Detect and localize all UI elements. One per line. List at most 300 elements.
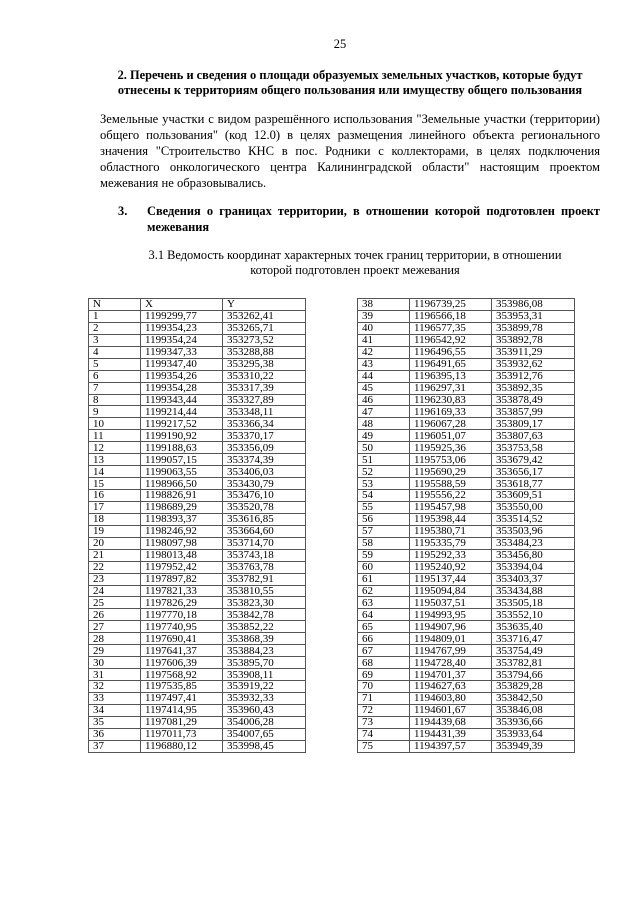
point-number: 40 xyxy=(358,322,410,334)
point-number: 52 xyxy=(358,466,410,478)
y-coordinate: 353878,49 xyxy=(492,394,575,406)
point-number: 27 xyxy=(89,621,141,633)
point-number: 70 xyxy=(358,681,410,693)
x-coordinate: 1197770,18 xyxy=(141,609,223,621)
table-row xyxy=(358,299,575,311)
point-number: 49 xyxy=(358,430,410,442)
y-coordinate: 353514,52 xyxy=(492,513,575,525)
point-number: 38 xyxy=(358,299,410,311)
table-row xyxy=(89,704,306,716)
x-coordinate: 1198966,50 xyxy=(141,478,223,490)
x-coordinate: 1195398,44 xyxy=(410,513,492,525)
y-coordinate: 353714,70 xyxy=(223,537,306,549)
point-number: 44 xyxy=(358,370,410,382)
x-coordinate: 1196739,25 xyxy=(410,299,492,311)
table-row xyxy=(358,549,575,561)
table-row xyxy=(358,585,575,597)
table-row xyxy=(358,454,575,466)
y-coordinate: 353754,49 xyxy=(492,645,575,657)
point-number: 14 xyxy=(89,466,141,478)
column-header: N xyxy=(89,299,141,311)
point-number: 28 xyxy=(89,633,141,645)
table-row xyxy=(89,609,306,621)
point-number: 71 xyxy=(358,692,410,704)
x-coordinate: 1199214,44 xyxy=(141,406,223,418)
x-coordinate: 1199354,26 xyxy=(141,370,223,382)
y-coordinate: 353635,40 xyxy=(492,621,575,633)
x-coordinate: 1195037,51 xyxy=(410,597,492,609)
y-coordinate: 353616,85 xyxy=(223,513,306,525)
table-row xyxy=(358,310,575,322)
y-coordinate: 353503,96 xyxy=(492,525,575,537)
point-number: 64 xyxy=(358,609,410,621)
point-number: 22 xyxy=(89,561,141,573)
y-coordinate: 353505,18 xyxy=(492,597,575,609)
point-number: 73 xyxy=(358,716,410,728)
y-coordinate: 353679,42 xyxy=(492,454,575,466)
point-number: 54 xyxy=(358,490,410,502)
x-coordinate: 1199343,44 xyxy=(141,394,223,406)
table-row xyxy=(358,394,575,406)
y-coordinate: 353986,08 xyxy=(492,299,575,311)
table-row xyxy=(89,621,306,633)
table-row xyxy=(89,418,306,430)
y-coordinate: 353998,45 xyxy=(223,740,306,752)
point-number: 4 xyxy=(89,346,141,358)
y-coordinate: 353288,88 xyxy=(223,346,306,358)
y-coordinate: 353936,66 xyxy=(492,716,575,728)
point-number: 36 xyxy=(89,728,141,740)
x-coordinate: 1197568,92 xyxy=(141,669,223,681)
point-number: 23 xyxy=(89,573,141,585)
table-row xyxy=(358,490,575,502)
y-coordinate: 353430,79 xyxy=(223,478,306,490)
table-row xyxy=(358,669,575,681)
point-number: 42 xyxy=(358,346,410,358)
x-coordinate: 1196395,13 xyxy=(410,370,492,382)
point-number: 60 xyxy=(358,561,410,573)
y-coordinate: 353273,52 xyxy=(223,334,306,346)
point-number: 1 xyxy=(89,310,141,322)
y-coordinate: 353782,91 xyxy=(223,573,306,585)
x-coordinate: 1199347,33 xyxy=(141,346,223,358)
table-row xyxy=(89,585,306,597)
x-coordinate: 1197952,42 xyxy=(141,561,223,573)
x-coordinate: 1198246,92 xyxy=(141,525,223,537)
x-coordinate: 1197535,85 xyxy=(141,681,223,693)
y-coordinate: 353476,10 xyxy=(223,490,306,502)
x-coordinate: 1197740,95 xyxy=(141,621,223,633)
x-coordinate: 1198689,29 xyxy=(141,501,223,513)
y-coordinate: 353953,31 xyxy=(492,310,575,322)
table-row xyxy=(89,346,306,358)
table-row xyxy=(89,681,306,693)
y-coordinate: 353403,37 xyxy=(492,573,575,585)
x-coordinate: 1197690,41 xyxy=(141,633,223,645)
x-coordinate: 1198097,98 xyxy=(141,537,223,549)
x-coordinate: 1196491,65 xyxy=(410,358,492,370)
y-coordinate: 353899,78 xyxy=(492,322,575,334)
y-coordinate: 353348,11 xyxy=(223,406,306,418)
y-coordinate: 353892,35 xyxy=(492,382,575,394)
x-coordinate: 1197897,82 xyxy=(141,573,223,585)
x-coordinate: 1199347,40 xyxy=(141,358,223,370)
y-coordinate: 353829,28 xyxy=(492,681,575,693)
x-coordinate: 1197081,29 xyxy=(141,716,223,728)
y-coordinate: 353366,34 xyxy=(223,418,306,430)
y-coordinate: 353782,81 xyxy=(492,657,575,669)
y-coordinate: 353809,17 xyxy=(492,418,575,430)
y-coordinate: 353664,60 xyxy=(223,525,306,537)
table-row xyxy=(358,478,575,490)
point-number: 5 xyxy=(89,358,141,370)
x-coordinate: 1196577,35 xyxy=(410,322,492,334)
y-coordinate: 353327,89 xyxy=(223,394,306,406)
point-number: 46 xyxy=(358,394,410,406)
x-coordinate: 1196067,28 xyxy=(410,418,492,430)
table-row xyxy=(89,370,306,382)
x-coordinate: 1196880,12 xyxy=(141,740,223,752)
x-coordinate: 1197821,33 xyxy=(141,585,223,597)
table-row xyxy=(89,537,306,549)
point-number: 17 xyxy=(89,501,141,513)
table-row xyxy=(358,728,575,740)
y-coordinate: 353317,39 xyxy=(223,382,306,394)
x-coordinate: 1196566,18 xyxy=(410,310,492,322)
y-coordinate: 353908,11 xyxy=(223,669,306,681)
y-coordinate: 353374,39 xyxy=(223,454,306,466)
y-coordinate: 353753,58 xyxy=(492,442,575,454)
table-row xyxy=(358,561,575,573)
x-coordinate: 1199063,55 xyxy=(141,466,223,478)
y-coordinate: 353810,55 xyxy=(223,585,306,597)
x-coordinate: 1195094,84 xyxy=(410,585,492,597)
table-row xyxy=(89,513,306,525)
x-coordinate: 1195690,29 xyxy=(410,466,492,478)
table-row xyxy=(89,358,306,370)
x-coordinate: 1199299,77 xyxy=(141,310,223,322)
point-number: 8 xyxy=(89,394,141,406)
x-coordinate: 1194767,99 xyxy=(410,645,492,657)
point-number: 61 xyxy=(358,573,410,585)
x-coordinate: 1195753,06 xyxy=(410,454,492,466)
table-row xyxy=(89,728,306,740)
table-row xyxy=(89,525,306,537)
table-header-row xyxy=(89,299,306,311)
y-coordinate: 353265,71 xyxy=(223,322,306,334)
point-number: 10 xyxy=(89,418,141,430)
table-row xyxy=(89,466,306,478)
x-coordinate: 1196542,92 xyxy=(410,334,492,346)
y-coordinate: 353794,66 xyxy=(492,669,575,681)
y-coordinate: 353656,17 xyxy=(492,466,575,478)
y-coordinate: 353911,29 xyxy=(492,346,575,358)
point-number: 12 xyxy=(89,442,141,454)
point-number: 72 xyxy=(358,704,410,716)
point-number: 29 xyxy=(89,645,141,657)
section-3-heading xyxy=(118,203,600,235)
point-number: 3 xyxy=(89,334,141,346)
y-coordinate: 354007,65 xyxy=(223,728,306,740)
x-coordinate: 1199354,23 xyxy=(141,322,223,334)
table-row xyxy=(358,525,575,537)
y-coordinate: 353484,23 xyxy=(492,537,575,549)
y-coordinate: 353716,47 xyxy=(492,633,575,645)
x-coordinate: 1194397,57 xyxy=(410,740,492,752)
table-row xyxy=(89,740,306,752)
table-row xyxy=(358,537,575,549)
y-coordinate: 353262,41 xyxy=(223,310,306,322)
table-row xyxy=(89,561,306,573)
table-row xyxy=(358,346,575,358)
x-coordinate: 1194993,95 xyxy=(410,609,492,621)
y-coordinate: 353370,17 xyxy=(223,430,306,442)
table-row xyxy=(89,573,306,585)
page-number: 25 xyxy=(333,37,347,51)
section-3-number: 3. xyxy=(118,204,128,218)
table-row xyxy=(358,418,575,430)
x-coordinate: 1199190,92 xyxy=(141,430,223,442)
point-number: 66 xyxy=(358,633,410,645)
section-2-heading: 2. Перечень и сведения о площади образуемых земельных участков, которые будут отнесены к территориям общего пользования или имуществу общего пользования xyxy=(117,68,583,97)
y-coordinate: 353857,99 xyxy=(492,406,575,418)
table-row xyxy=(358,657,575,669)
y-coordinate: 353868,39 xyxy=(223,633,306,645)
point-number: 65 xyxy=(358,621,410,633)
section-3-title: Сведения о границах территории, в отношении которой подготовлен проект межевания xyxy=(147,204,600,234)
point-number: 39 xyxy=(358,310,410,322)
point-number: 53 xyxy=(358,478,410,490)
x-coordinate: 1196169,33 xyxy=(410,406,492,418)
table-row xyxy=(89,478,306,490)
y-coordinate: 353456,80 xyxy=(492,549,575,561)
x-coordinate: 1199354,24 xyxy=(141,334,223,346)
table-row xyxy=(358,740,575,752)
table-row xyxy=(89,716,306,728)
x-coordinate: 1195925,36 xyxy=(410,442,492,454)
table-row xyxy=(358,334,575,346)
x-coordinate: 1195457,98 xyxy=(410,501,492,513)
point-number: 68 xyxy=(358,657,410,669)
table-row xyxy=(89,382,306,394)
point-number: 57 xyxy=(358,525,410,537)
y-coordinate: 353846,08 xyxy=(492,704,575,716)
table-row xyxy=(89,490,306,502)
point-number: 59 xyxy=(358,549,410,561)
point-number: 30 xyxy=(89,657,141,669)
point-number: 7 xyxy=(89,382,141,394)
point-number: 9 xyxy=(89,406,141,418)
point-number: 41 xyxy=(358,334,410,346)
point-number: 62 xyxy=(358,585,410,597)
point-number: 69 xyxy=(358,669,410,681)
y-coordinate: 353912,76 xyxy=(492,370,575,382)
table-row xyxy=(89,597,306,609)
point-number: 2 xyxy=(89,322,141,334)
y-coordinate: 353852,22 xyxy=(223,621,306,633)
y-coordinate: 353310,22 xyxy=(223,370,306,382)
point-number: 24 xyxy=(89,585,141,597)
x-coordinate: 1197606,39 xyxy=(141,657,223,669)
point-number: 74 xyxy=(358,728,410,740)
x-coordinate: 1195137,44 xyxy=(410,573,492,585)
y-coordinate: 353763,78 xyxy=(223,561,306,573)
point-number: 25 xyxy=(89,597,141,609)
x-coordinate: 1196230,83 xyxy=(410,394,492,406)
table-row xyxy=(358,513,575,525)
y-coordinate: 353933,64 xyxy=(492,728,575,740)
y-coordinate: 353618,77 xyxy=(492,478,575,490)
table-row xyxy=(89,657,306,669)
x-coordinate: 1197826,29 xyxy=(141,597,223,609)
x-coordinate: 1197011,73 xyxy=(141,728,223,740)
table-row xyxy=(89,430,306,442)
y-coordinate: 353743,18 xyxy=(223,549,306,561)
table-row xyxy=(358,358,575,370)
point-number: 32 xyxy=(89,681,141,693)
point-number: 16 xyxy=(89,490,141,502)
y-coordinate: 353356,09 xyxy=(223,442,306,454)
x-coordinate: 1196496,55 xyxy=(410,346,492,358)
point-number: 19 xyxy=(89,525,141,537)
table-row xyxy=(358,573,575,585)
x-coordinate: 1194601,67 xyxy=(410,704,492,716)
y-coordinate: 353406,03 xyxy=(223,466,306,478)
table-row xyxy=(89,394,306,406)
table-row xyxy=(358,430,575,442)
point-number: 11 xyxy=(89,430,141,442)
x-coordinate: 1196051,07 xyxy=(410,430,492,442)
x-coordinate: 1199057,15 xyxy=(141,454,223,466)
x-coordinate: 1195380,71 xyxy=(410,525,492,537)
x-coordinate: 1198393,37 xyxy=(141,513,223,525)
point-number: 55 xyxy=(358,501,410,513)
table-row xyxy=(89,633,306,645)
coordinates-table-right xyxy=(357,298,575,753)
point-number: 31 xyxy=(89,669,141,681)
point-number: 18 xyxy=(89,513,141,525)
y-coordinate: 353932,33 xyxy=(223,692,306,704)
x-coordinate: 1197497,41 xyxy=(141,692,223,704)
y-coordinate: 353394,04 xyxy=(492,561,575,573)
point-number: 75 xyxy=(358,740,410,752)
point-number: 63 xyxy=(358,597,410,609)
point-number: 48 xyxy=(358,418,410,430)
y-coordinate: 353434,88 xyxy=(492,585,575,597)
x-coordinate: 1194431,39 xyxy=(410,728,492,740)
point-number: 37 xyxy=(89,740,141,752)
table-row xyxy=(89,692,306,704)
point-number: 20 xyxy=(89,537,141,549)
table-row xyxy=(358,716,575,728)
table-row xyxy=(358,609,575,621)
x-coordinate: 1194627,63 xyxy=(410,681,492,693)
table-row xyxy=(89,322,306,334)
point-number: 43 xyxy=(358,358,410,370)
y-coordinate: 353520,78 xyxy=(223,501,306,513)
x-coordinate: 1194603,80 xyxy=(410,692,492,704)
y-coordinate: 353823,30 xyxy=(223,597,306,609)
point-number: 45 xyxy=(358,382,410,394)
table-row xyxy=(358,406,575,418)
table-row xyxy=(89,406,306,418)
table-row xyxy=(358,501,575,513)
table-row xyxy=(358,621,575,633)
y-coordinate: 353842,50 xyxy=(492,692,575,704)
table-row xyxy=(358,322,575,334)
column-header: X xyxy=(141,299,223,311)
point-number: 34 xyxy=(89,704,141,716)
point-number: 56 xyxy=(358,513,410,525)
table-row xyxy=(358,645,575,657)
y-coordinate: 353919,22 xyxy=(223,681,306,693)
y-coordinate: 353960,43 xyxy=(223,704,306,716)
x-coordinate: 1195556,22 xyxy=(410,490,492,502)
y-coordinate: 353295,38 xyxy=(223,358,306,370)
x-coordinate: 1198013,48 xyxy=(141,549,223,561)
y-coordinate: 354006,28 xyxy=(223,716,306,728)
y-coordinate: 353949,39 xyxy=(492,740,575,752)
x-coordinate: 1199188,63 xyxy=(141,442,223,454)
table-row xyxy=(358,466,575,478)
section-2-paragraph: Земельные участки с видом разрешённого использования "Земельные участки (территории) общего пользования" (код 12.0) в целях размещения линейного объекта регионального значения "Строительство КНС в пос. Родники с коллекторами, в целях подключения областного онкологического центра Калининградской области" настоящим проектом межевания не образовывались. xyxy=(100,112,600,190)
x-coordinate: 1198826,91 xyxy=(141,490,223,502)
point-number: 35 xyxy=(89,716,141,728)
point-number: 67 xyxy=(358,645,410,657)
x-coordinate: 1195588,59 xyxy=(410,478,492,490)
table-row xyxy=(358,370,575,382)
table-row xyxy=(89,549,306,561)
y-coordinate: 353895,70 xyxy=(223,657,306,669)
table-row xyxy=(358,692,575,704)
table-row xyxy=(358,442,575,454)
x-coordinate: 1194907,96 xyxy=(410,621,492,633)
y-coordinate: 353842,78 xyxy=(223,609,306,621)
x-coordinate: 1197414,95 xyxy=(141,704,223,716)
point-number: 50 xyxy=(358,442,410,454)
x-coordinate: 1194809,01 xyxy=(410,633,492,645)
x-coordinate: 1195240,92 xyxy=(410,561,492,573)
x-coordinate: 1194439,68 xyxy=(410,716,492,728)
table-row xyxy=(89,501,306,513)
y-coordinate: 353552,10 xyxy=(492,609,575,621)
table-row xyxy=(358,681,575,693)
y-coordinate: 353884,23 xyxy=(223,645,306,657)
x-coordinate: 1195292,33 xyxy=(410,549,492,561)
table-row xyxy=(89,454,306,466)
x-coordinate: 1195335,79 xyxy=(410,537,492,549)
x-coordinate: 1194701,37 xyxy=(410,669,492,681)
section-3-1-subheading: 3.1 Ведомость координат характерных точек границ территории, в отношении которой подготовлен проект межевания xyxy=(148,248,562,277)
y-coordinate: 353892,78 xyxy=(492,334,575,346)
point-number: 21 xyxy=(89,549,141,561)
column-header: Y xyxy=(223,299,306,311)
point-number: 33 xyxy=(89,692,141,704)
point-number: 13 xyxy=(89,454,141,466)
x-coordinate: 1194728,40 xyxy=(410,657,492,669)
x-coordinate: 1199354,28 xyxy=(141,382,223,394)
y-coordinate: 353609,51 xyxy=(492,490,575,502)
table-row xyxy=(89,669,306,681)
point-number: 58 xyxy=(358,537,410,549)
table-row xyxy=(358,597,575,609)
point-number: 47 xyxy=(358,406,410,418)
table-row xyxy=(358,633,575,645)
table-row xyxy=(358,382,575,394)
x-coordinate: 1199217,52 xyxy=(141,418,223,430)
point-number: 26 xyxy=(89,609,141,621)
point-number: 6 xyxy=(89,370,141,382)
